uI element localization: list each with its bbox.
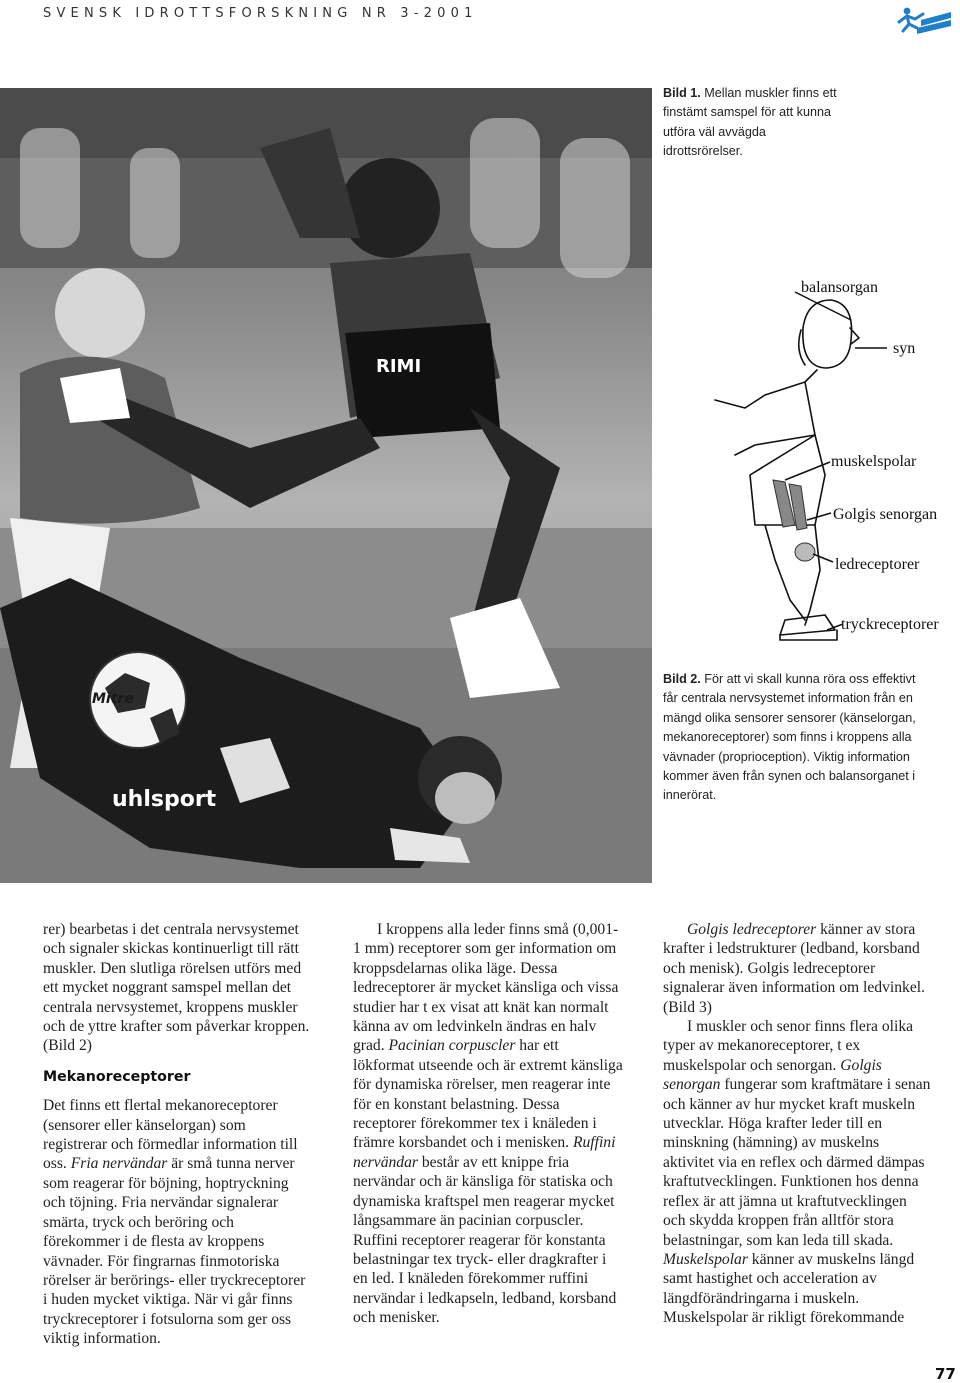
label-ledreceptorer: ledreceptorer — [835, 556, 920, 573]
body-paragraph — [353, 920, 623, 1328]
section-heading: Mekanoreceptorer — [43, 1068, 191, 1085]
term: Golgis ledreceptorer — [687, 921, 817, 938]
term: Golgis senorgan — [663, 1056, 882, 1094]
body-paragraph: rer) bearbetas i det centrala nervsystemet och signaler skickas kontinuerligt till rätt muskler. Den slutliga rörelsen utförs med ett mycket noggrant samspel mellan det centrala nervsystemet, kroppens muskler och de yttre krafter som påverkar kroppen. (Bild 2) — [43, 921, 310, 1055]
text-column-1 — [43, 920, 313, 1349]
text-run: fungerar som kraftmätare i senan och känner av hur mycket kraft muskeln utvecklar. Höga krafter leder till en minskning (hämning) av muskelns aktivitet via en reflex och därmed dämpas kraftutvecklingen. Funktionen hos denna reflex är att jämna ut kraftutvecklingen och skydda kroppen från alltför stora belastningar, som kan leda till skada. — [663, 1076, 931, 1249]
label-syn: syn — [893, 340, 916, 357]
text-run: Det finns ett flertal mekanoreceptorer (sensorer eller känselorgan) som registrerar och förmedlar information till oss. — [43, 1097, 298, 1173]
text-column-3 — [663, 920, 933, 1328]
caption-text: Mellan muskler finns ett finstämt samspel för att kunna utföra väl avvägda idrottsrörelser. — [663, 86, 837, 159]
svg-text:RIMI: RIMI — [376, 356, 422, 377]
text-run: består av ett knippe fria nervändar och är känsliga för statiska och dynamiska kraftspel men reagerar mycket långsammare än pacinian corpuscler. Ruffini receptorer reagerar för konstanta belastningar tex tryck- eller dragkrafter i en led. I knäleden förekommer ruffini nervändar i ledkapseln, ledband, korsband och menisker. — [353, 1153, 617, 1327]
football-photo — [0, 88, 652, 883]
caption-label: Bild 2. — [663, 672, 701, 686]
running-header: SVENSK IDROTTSFORSKNING NR 3-2001 — [43, 6, 478, 21]
text-column-2 — [353, 920, 623, 1328]
football-ball — [90, 652, 186, 748]
text-run: I kroppens alla leder finns små (0,001-1 mm) receptorer som ger information om kroppsdelarnas olika läge. Dessa ledreceptorer är mycket känsliga och vissa studier har t ex visat att knät kan normalt känna av om ledvinkeln ändras en halv grad. — [353, 921, 619, 1055]
svg-text:Mitre: Mitre — [92, 691, 134, 707]
caption-bild-1 — [663, 84, 838, 162]
term: Pacinian corpuscler — [388, 1037, 516, 1055]
proprioception-diagram — [655, 270, 960, 650]
text-run: känner av muskelns längd samt hastighet och acceleration av längdförändringarna i muskeln. Muskelspolar är rikligt förekommande — [663, 1250, 915, 1327]
text-run: känner av stora krafter i ledstrukturer (ledband, korsband och menisk). Golgis ledreceptorer signalerar även information om ledvinkel. (Bild 3) — [663, 921, 925, 1016]
label-muskelspolar: muskelspolar — [831, 453, 917, 470]
body-paragraph — [43, 1096, 313, 1348]
text-run: är små tunna nerver som reagerar för böjning, hoptryckning och töjning. Fria nervändar signalerar smärta, tryck och beröring och förekommer i de flesta av kroppens vävnader. För fingrarnas finmotoriska rörelser är berörings- eller tryckreceptorer i huden mycket viktiga. När vi går finns tryckreceptorer i fotsulorna som ger oss viktig information. — [43, 1155, 306, 1348]
term: Fria nervändar — [70, 1155, 168, 1173]
term: Muskelspolar — [663, 1250, 748, 1268]
caption-label: Bild 1. — [663, 86, 701, 100]
term: Ruffini nervändar — [353, 1134, 616, 1171]
text-run: har ett lökformat utseende och är extremt känsliga för dynamiska rörelser, men reagerar inte för en konstant belastning. Dessa receptorer förekommer tex i knäleden i främre korsbandet och i menisken. — [353, 1037, 623, 1152]
svg-text:uhlsport: uhlsport — [112, 787, 217, 812]
label-tryckreceptorer: tryckreceptorer — [841, 616, 939, 633]
caption-bild-2 — [663, 670, 931, 806]
label-golgis-senorgan: Golgis senorgan — [833, 506, 938, 523]
body-paragraph — [663, 920, 933, 1017]
journal-logo-icon — [893, 4, 953, 36]
label-balansorgan: balansorgan — [801, 279, 879, 296]
body-paragraph — [663, 1017, 933, 1328]
caption-text: För att vi skall kunna röra oss effektivt får centrala nervsystemet information från en mängd olika sensorer sensorer (känselorgan, mekanoreceptorer) som finns i kroppens alla vävnader (proprioception). Viktig information kommer även från synen och balansorganet i innerörat. — [663, 672, 916, 803]
page-number: 77 — [935, 1365, 956, 1383]
text-run: I muskler och senor finns flera olika typer av mekanoreceptorer, t ex muskelspolar och senorgan. — [663, 1018, 914, 1074]
